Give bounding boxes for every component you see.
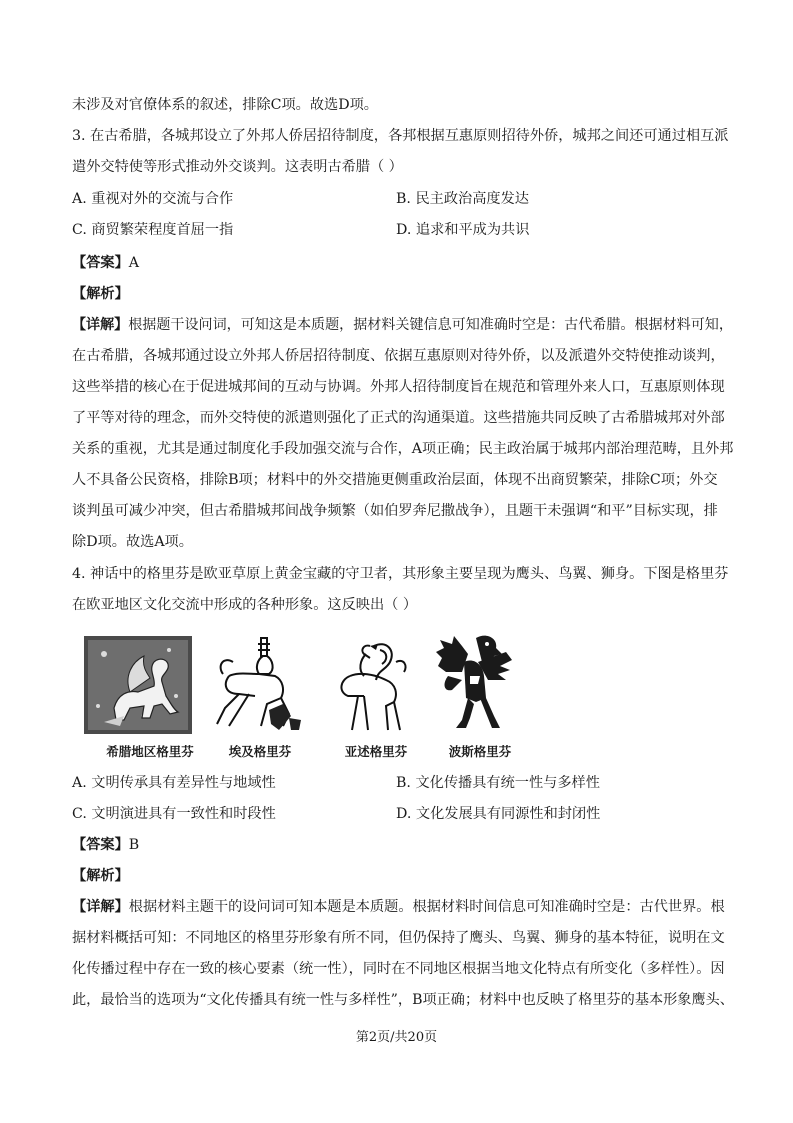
q3-stem-line-2: 遣外交特使等形式推动外交谈判。这表明古希腊（ ） xyxy=(72,159,403,175)
q3-option-d: D. 追求和平成为共识 xyxy=(396,222,530,238)
q3-analysis-tag: 【解析】 xyxy=(72,286,129,302)
q3-option-b: B. 民主政治高度发达 xyxy=(396,191,529,207)
q3-detail-line-8: 除D项。故选A项。 xyxy=(72,534,193,550)
egyptian-griffin-image xyxy=(209,634,305,734)
q4-analysis-tag: 【解析】 xyxy=(72,868,129,884)
q4-answer-tag: 【答案】 xyxy=(72,837,129,853)
greek-griffin-relief-image xyxy=(84,636,192,734)
figure-caption-egypt: 埃及格里芬 xyxy=(228,744,292,759)
q3-detail-line-7: 谈判虽可减少冲突，但古希腊城邦间战争频繁（如伯罗奔尼撒战争），且题干未强调“和平”目标实现，排 xyxy=(72,503,718,519)
figure-caption-assyria: 亚述格里芬 xyxy=(344,744,408,759)
q3-detail-line-2: 在古希腊，各城邦通过设立外邦人侨居招待制度、依据互惠原则对待外侨，以及派遣外交特使推动谈判， xyxy=(72,348,725,364)
q4-detail-line-1: 【详解】根据材料主题干的设问词可知本题是本质题。根据材料时间信息可知准确时空是：古代世界。根 xyxy=(72,899,725,915)
q3-option-c: C. 商贸繁荣程度首屈一指 xyxy=(72,222,234,238)
q3-answer-tag: 【答案】 xyxy=(72,255,129,271)
q3-detail-tag: 【详解】 xyxy=(72,317,129,333)
q4-option-d: D. 文化发展具有同源性和封闭性 xyxy=(396,806,601,822)
q3-answer: A xyxy=(128,255,140,271)
q4-detail-line-3: 化传播过程中存在一致的核心要素（统一性），同时在不同地区根据当地文化特点有所变化（多样性）。因 xyxy=(72,961,725,977)
q3-analysis-row xyxy=(72,284,129,304)
q4-detail-line-4: 此，最恰当的选项为“文化传播具有统一性与多样性”，B项正确；材料中也反映了格里芬的基本形象鹰头、 xyxy=(72,992,734,1008)
figure-caption-persia: 波斯格里芬 xyxy=(448,744,512,759)
assyrian-griffin-image xyxy=(330,636,410,736)
previous-answer-tail: 未涉及对官僚体系的叙述，排除C项。故选D项。 xyxy=(72,97,378,113)
q3-answer-row xyxy=(72,253,139,273)
q4-stem-line-2: 在欧亚地区文化交流中形成的各种形象。这反映出（ ） xyxy=(72,597,418,613)
q3-detail-line-6: 人不具备公民资格，排除B项；材料中的外交措施更侧重政治层面，体现不出商贸繁荣，排除C项；外交 xyxy=(72,472,718,488)
q4-option-c: C. 文明演进具有一致性和时段性 xyxy=(72,806,276,822)
q4-option-b: B. 文化传播具有统一性与多样性 xyxy=(396,775,600,791)
q4-detail-line-2: 据材料概括可知：不同地区的格里芬形象有所不同，但仍保持了鹰头、鸟翼、狮身的基本特征，说明在文 xyxy=(72,930,725,946)
q4-answer-row xyxy=(72,835,139,855)
q3-detail-line-5: 关系的重视，尤其是通过制度化手段加强交流与合作，A项正确；民主政治属于城邦内部治理范畴，且外邦 xyxy=(72,441,734,457)
figure-caption-greek: 希腊地区格里芬 xyxy=(106,744,194,759)
q4-option-a: A. 文明传承具有差异性与地域性 xyxy=(72,775,276,791)
q3-stem-line-1: 3. 在古希腊，各城邦设立了外邦人侨居招待制度，各邦根据互惠原则招待外侨，城邦之间还可通过相互派 xyxy=(72,128,729,144)
q3-detail-line-4: 了平等对待的理念，而外交特使的派遣则强化了正式的沟通渠道。这些措施共同反映了古希腊城邦对外部 xyxy=(72,410,725,426)
q4-detail-tag: 【详解】 xyxy=(72,899,129,915)
persian-griffin-image xyxy=(432,632,516,736)
q4-analysis-row xyxy=(72,866,129,886)
q4-stem-line-1: 4. 神话中的格里芬是欧亚草原上黄金宝藏的守卫者，其形象主要呈现为鹰头、鸟翼、狮身。下图是格里芬 xyxy=(72,566,729,582)
q4-answer: B xyxy=(128,837,140,853)
page-number-footer: 第2页/共20页 xyxy=(355,1030,438,1045)
q3-option-a: A. 重视对外的交流与合作 xyxy=(72,191,234,207)
q3-detail-line-1: 【详解】根据题干设问词，可知这是本质题，据材料关键信息可知准确时空是：古代希腊。根据材料可知， xyxy=(72,317,733,333)
q3-detail-line-3: 这些举措的核心在于促进城邦间的互动与协调。外邦人招待制度旨在规范和管理外来人口，互惠原则体现 xyxy=(72,379,725,395)
